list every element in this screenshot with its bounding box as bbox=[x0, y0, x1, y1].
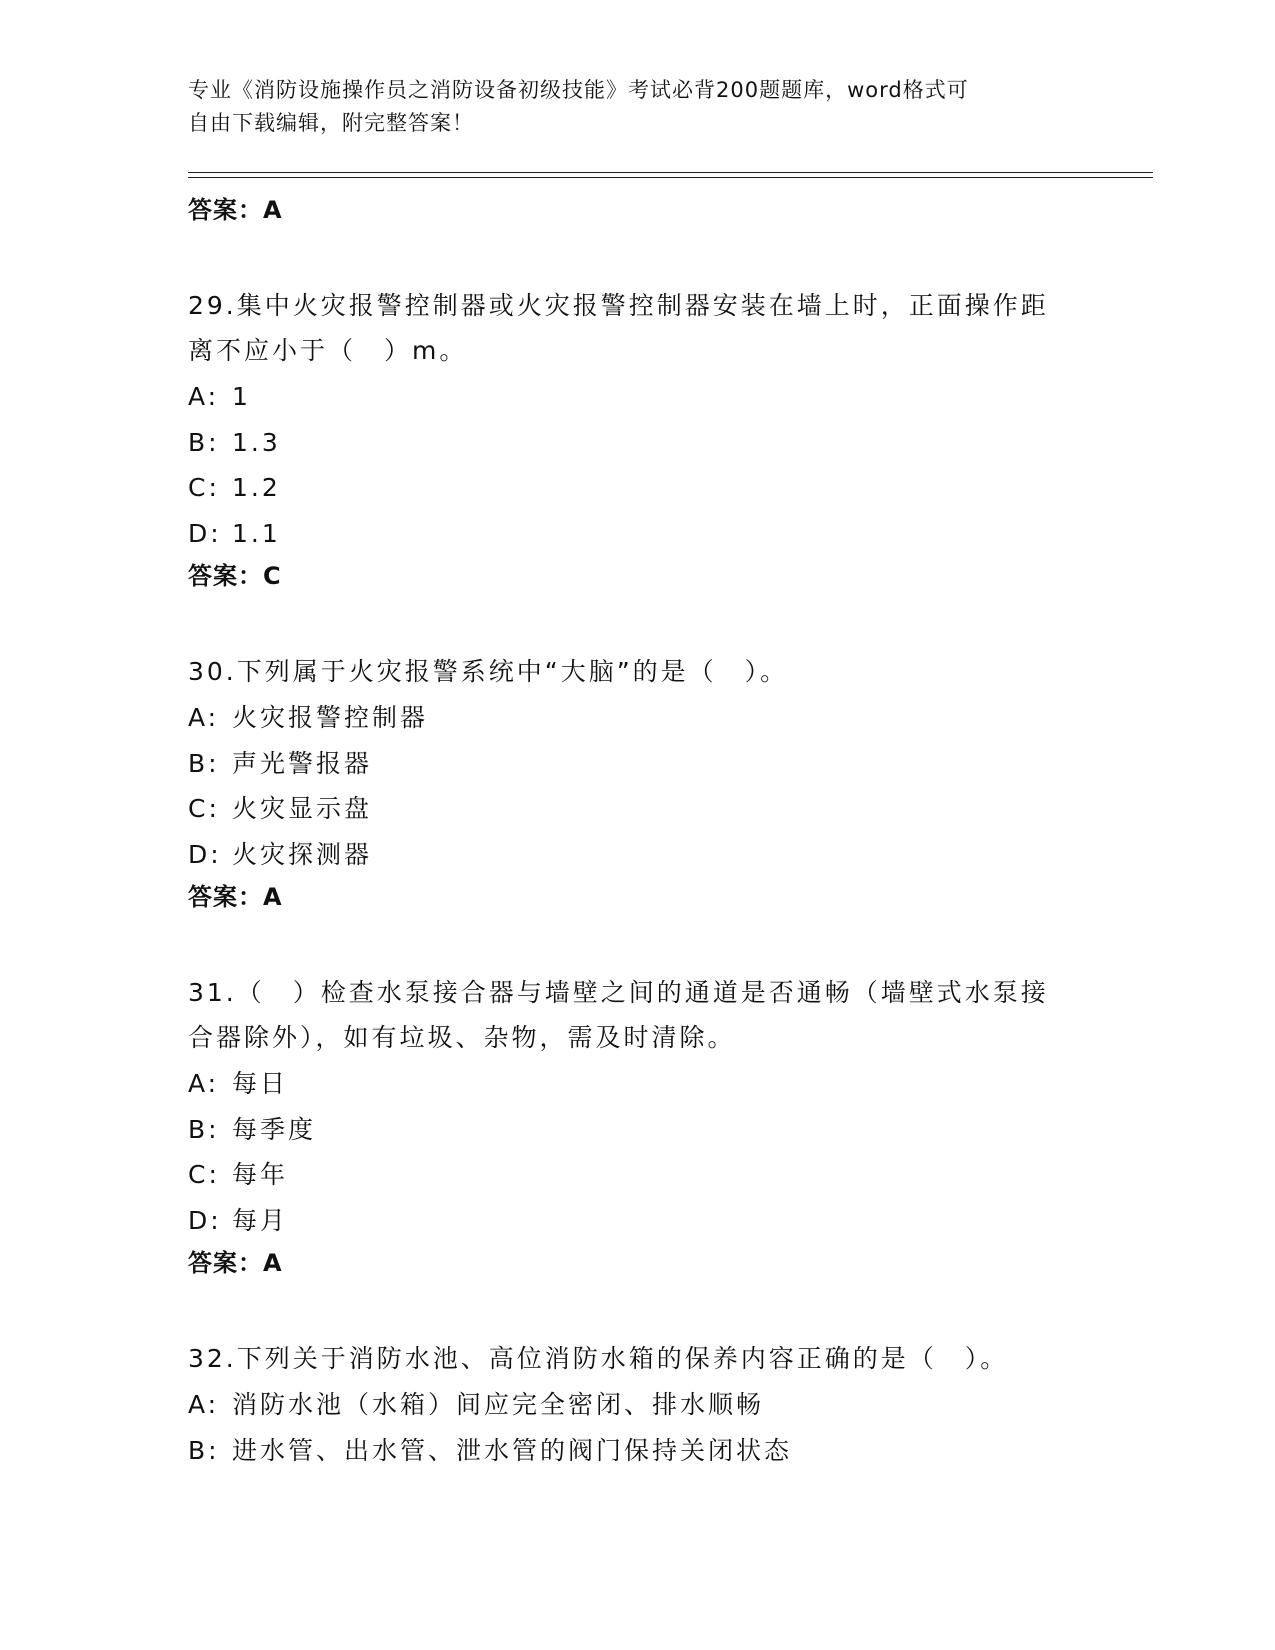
option-b bbox=[188, 1428, 1088, 1474]
question-30 bbox=[188, 649, 1088, 917]
option-label: C: bbox=[188, 473, 220, 502]
option-label: D: bbox=[188, 839, 222, 869]
answer-line: 答案：A bbox=[188, 883, 283, 911]
header-line-2: 自由下载编辑，附完整答案！ bbox=[188, 111, 474, 135]
option-text: 火灾报警控制器 bbox=[232, 703, 429, 732]
option-label: B: bbox=[188, 1114, 220, 1144]
option-label: A: bbox=[188, 1069, 220, 1098]
question-stem bbox=[188, 649, 1088, 694]
question-stem bbox=[188, 1336, 1088, 1381]
option-text: 1.1 bbox=[232, 518, 281, 548]
option-label: C: bbox=[188, 1160, 220, 1189]
document-header bbox=[188, 74, 1088, 140]
option-a bbox=[188, 1061, 1088, 1107]
option-c bbox=[188, 1152, 1088, 1198]
question-list bbox=[188, 190, 1088, 1473]
answer-line: 答案：C bbox=[188, 562, 282, 590]
question-stem-line-1: 30.下列属于火灾报警系统中“大脑”的是（ ）。 bbox=[188, 657, 789, 686]
option-text: 1 bbox=[232, 382, 251, 411]
answer-line: 答案：A bbox=[188, 196, 283, 224]
question-stem bbox=[188, 970, 1088, 1060]
question-stem-line-2: 离不应小于（ ）m。 bbox=[188, 336, 468, 365]
question-stem bbox=[188, 283, 1088, 373]
option-a bbox=[188, 374, 1088, 420]
option-label: B: bbox=[188, 1435, 220, 1465]
option-text: 1.2 bbox=[232, 473, 281, 502]
option-text: 火灾显示盘 bbox=[232, 794, 373, 823]
option-label: D: bbox=[188, 1205, 222, 1235]
option-label: A: bbox=[188, 703, 220, 732]
option-label: A: bbox=[188, 1390, 220, 1419]
question-stem-line-1: 29.集中火灾报警控制器或火灾报警控制器安装在墙上时，正面操作距 bbox=[188, 291, 1049, 320]
header-line-1: 专业《消防设施操作员之消防设备初级技能》考试必背200题题库，word格式可 bbox=[188, 78, 969, 102]
option-b bbox=[188, 1107, 1088, 1153]
question-stem-line-1: 32.下列关于消防水池、高位消防水箱的保养内容正确的是（ ）。 bbox=[188, 1344, 1009, 1373]
question-29 bbox=[188, 283, 1088, 596]
option-label: C: bbox=[188, 794, 220, 823]
answer-line: 答案：A bbox=[188, 1249, 283, 1277]
option-a bbox=[188, 1382, 1088, 1428]
header-divider-bottom bbox=[188, 177, 1153, 178]
option-c bbox=[188, 786, 1088, 832]
question-32 bbox=[188, 1336, 1088, 1473]
option-b bbox=[188, 420, 1088, 466]
option-label: A: bbox=[188, 382, 220, 411]
option-text: 每月 bbox=[232, 1205, 289, 1235]
option-d bbox=[188, 832, 1088, 878]
option-d bbox=[188, 1198, 1088, 1244]
option-text: 1.3 bbox=[232, 427, 281, 457]
option-d bbox=[188, 511, 1088, 557]
option-c bbox=[188, 465, 1088, 511]
option-label: B: bbox=[188, 427, 220, 457]
option-text: 火灾探测器 bbox=[232, 839, 373, 869]
option-label: D: bbox=[188, 518, 222, 548]
option-text: 消防水池（水箱）间应完全密闭、排水顺畅 bbox=[232, 1390, 765, 1419]
option-text: 每季度 bbox=[232, 1114, 317, 1144]
option-text: 每年 bbox=[232, 1160, 289, 1189]
option-text: 进水管、出水管、泄水管的阀门保持关闭状态 bbox=[232, 1435, 793, 1465]
option-b bbox=[188, 741, 1088, 787]
question-stem-line-2: 合器除外），如有垃圾、杂物，需及时清除。 bbox=[188, 1023, 736, 1052]
option-text: 每日 bbox=[232, 1069, 289, 1098]
header-divider-top bbox=[188, 172, 1153, 173]
option-label: B: bbox=[188, 748, 220, 778]
question-31 bbox=[188, 970, 1088, 1283]
question-stem-line-1: 31.（ ）检查水泵接合器与墙壁之间的通道是否通畅（墙壁式水泵接 bbox=[188, 978, 1049, 1007]
option-text: 声光警报器 bbox=[232, 748, 373, 778]
option-a bbox=[188, 695, 1088, 741]
